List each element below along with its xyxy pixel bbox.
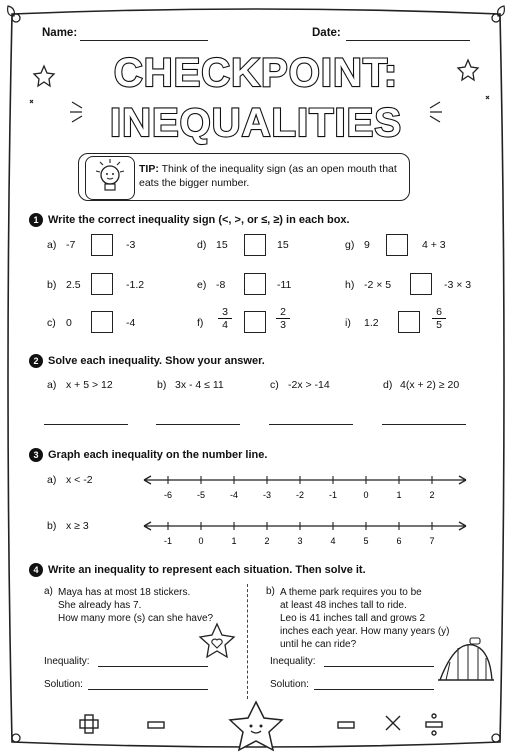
title-line1: CHECKPOINT: bbox=[113, 51, 399, 95]
question-3-title: Graph each inequality on the number line. bbox=[48, 449, 268, 461]
q1i-left: 1.2 bbox=[364, 317, 379, 329]
tick-label: -4 bbox=[229, 490, 239, 500]
q1c-right: -4 bbox=[126, 317, 136, 329]
lightbulb-icon bbox=[85, 156, 135, 200]
tip-text: TIP: Think of the inequality sign (as an open mouth that eats the bigger number. bbox=[139, 163, 397, 189]
q4b-inequality-label: Inequality: bbox=[270, 656, 316, 667]
q1g-right: 4 + 3 bbox=[422, 239, 446, 251]
q3a-expr: x < -2 bbox=[66, 474, 93, 486]
question-2-title: Solve each inequality. Show your answer. bbox=[48, 355, 265, 367]
star-mascot-icon bbox=[230, 702, 282, 750]
q1f-left-fraction: $\frac{3}{4}$ bbox=[218, 306, 232, 331]
q1h-label: h) bbox=[345, 279, 355, 291]
q1h-left: -2 × 5 bbox=[364, 279, 392, 291]
star-heart-icon bbox=[196, 622, 238, 662]
tick-label: -3 bbox=[262, 490, 272, 500]
tick-label: -2 bbox=[295, 490, 305, 500]
question-1-number: 1 bbox=[29, 213, 43, 227]
tick-label: 1 bbox=[396, 490, 402, 500]
tip-box bbox=[78, 153, 410, 201]
q2c-label: c) bbox=[270, 379, 279, 391]
date-label: Date: bbox=[312, 27, 341, 39]
q1g-answer-box[interactable] bbox=[386, 234, 408, 256]
q1e-label: e) bbox=[197, 279, 207, 291]
q1i-answer-box[interactable] bbox=[398, 311, 420, 333]
q1d-right: 15 bbox=[277, 239, 289, 251]
name-label: Name: bbox=[42, 27, 78, 39]
q4a-inequality-line[interactable] bbox=[98, 666, 208, 667]
q1d-left: 15 bbox=[216, 239, 228, 251]
q1e-answer-box[interactable] bbox=[244, 273, 266, 295]
q1g-left: 9 bbox=[364, 239, 370, 251]
tick-label: 4 bbox=[330, 536, 336, 546]
q1d-label: d) bbox=[197, 239, 207, 251]
roller-coaster-icon bbox=[436, 632, 496, 684]
q4b-text: A theme park requires you to be at least 48 inches tall to ride. Leo is 41 inches tall and grows 2 inches each year. How many years (y) until he can ride? bbox=[280, 587, 450, 650]
q1a-label: a) bbox=[47, 239, 57, 251]
q1a-left: -7 bbox=[66, 239, 76, 251]
q1d-answer-box[interactable] bbox=[244, 234, 266, 256]
q3b-expr: x ≥ 3 bbox=[66, 520, 89, 532]
q1i-label: i) bbox=[345, 317, 351, 329]
q2d-label: d) bbox=[383, 379, 393, 391]
title-line2: INEQUALITIES bbox=[109, 101, 403, 145]
tick-label: -6 bbox=[163, 490, 173, 500]
question-4-number: 4 bbox=[29, 563, 43, 577]
q4a-solution-label: Solution: bbox=[44, 679, 83, 690]
q2c-expr: -2x > -14 bbox=[288, 379, 330, 391]
q4a-text: Maya has at most 18 stickers. She already has 7. How many more (s) can she have? bbox=[58, 587, 214, 624]
q1b-left: 2.5 bbox=[66, 279, 81, 291]
tick-label: 7 bbox=[429, 536, 435, 546]
minus-icon bbox=[148, 722, 164, 728]
tick-label: -1 bbox=[328, 490, 338, 500]
q3a-number-line[interactable] bbox=[140, 472, 470, 506]
tick-label: 0 bbox=[363, 490, 369, 500]
question-3-number: 3 bbox=[29, 448, 43, 462]
q4a-inequality-label: Inequality: bbox=[44, 656, 90, 667]
q2d-answer-line[interactable] bbox=[382, 424, 466, 425]
q2a-label: a) bbox=[47, 379, 57, 391]
tick-label: 2 bbox=[429, 490, 435, 500]
q1h-answer-box[interactable] bbox=[410, 273, 432, 295]
tick-label: 2 bbox=[264, 536, 270, 546]
q1g-label: g) bbox=[345, 239, 355, 251]
tick-label: 6 bbox=[396, 536, 402, 546]
q4a-solution-line[interactable] bbox=[88, 689, 208, 690]
q4b-solution-label: Solution: bbox=[270, 679, 309, 690]
q4b-solution-line[interactable] bbox=[314, 689, 434, 690]
q4b-inequality-line[interactable] bbox=[324, 666, 434, 667]
q1i-right-fraction: $\frac{6}{5}$ bbox=[432, 306, 446, 331]
tick-label: 1 bbox=[231, 536, 237, 546]
q1e-right: -11 bbox=[277, 279, 292, 291]
q1h-right: -3 × 3 bbox=[444, 279, 472, 291]
question-2-number: 2 bbox=[29, 354, 43, 368]
q1c-label: c) bbox=[47, 317, 56, 329]
question-1-title: Write the correct inequality sign (<, >, or ≤, ≥) in each box. bbox=[48, 214, 350, 226]
q2b-answer-line[interactable] bbox=[156, 424, 240, 425]
q1b-answer-box[interactable] bbox=[91, 273, 113, 295]
q1e-left: -8 bbox=[216, 279, 226, 291]
q2a-answer-line[interactable] bbox=[44, 424, 128, 425]
tick-label: -1 bbox=[163, 536, 173, 546]
minus-icon-2 bbox=[338, 722, 354, 728]
q1c-left: 0 bbox=[66, 317, 72, 329]
title-block bbox=[0, 40, 512, 155]
q2d-expr: 4(x + 2) ≥ 20 bbox=[400, 379, 460, 391]
q3b-label: b) bbox=[47, 520, 57, 532]
q3b-number-line[interactable] bbox=[140, 518, 470, 552]
q4a-label: a) bbox=[44, 586, 53, 597]
q1f-right-fraction: $\frac{2}{3}$ bbox=[276, 306, 290, 331]
multiply-icon bbox=[386, 716, 400, 730]
q2b-expr: 3x - 4 ≤ 11 bbox=[175, 379, 224, 391]
q1b-label: b) bbox=[47, 279, 57, 291]
q1c-answer-box[interactable] bbox=[91, 311, 113, 333]
q2c-answer-line[interactable] bbox=[269, 424, 353, 425]
q4b-label: b) bbox=[266, 586, 275, 597]
tick-label: 5 bbox=[363, 536, 369, 546]
q1a-answer-box[interactable] bbox=[91, 234, 113, 256]
q1a-right: -3 bbox=[126, 239, 136, 251]
question-4-title: Write an inequality to represent each situation. Then solve it. bbox=[48, 564, 366, 576]
q1b-right: -1.2 bbox=[126, 279, 145, 291]
q2a-expr: x + 5 > 12 bbox=[66, 379, 113, 391]
q1f-label: f) bbox=[197, 317, 204, 329]
footer-decorations bbox=[20, 700, 492, 752]
q3a-label: a) bbox=[47, 474, 57, 486]
q1f-answer-box[interactable] bbox=[244, 311, 266, 333]
tick-label: 3 bbox=[297, 536, 303, 546]
divide-icon bbox=[426, 714, 442, 735]
tick-label: -5 bbox=[196, 490, 206, 500]
q2b-label: b) bbox=[157, 379, 167, 391]
q4-divider bbox=[247, 584, 248, 699]
plus-icon bbox=[80, 715, 98, 733]
tick-label: 0 bbox=[198, 536, 204, 546]
